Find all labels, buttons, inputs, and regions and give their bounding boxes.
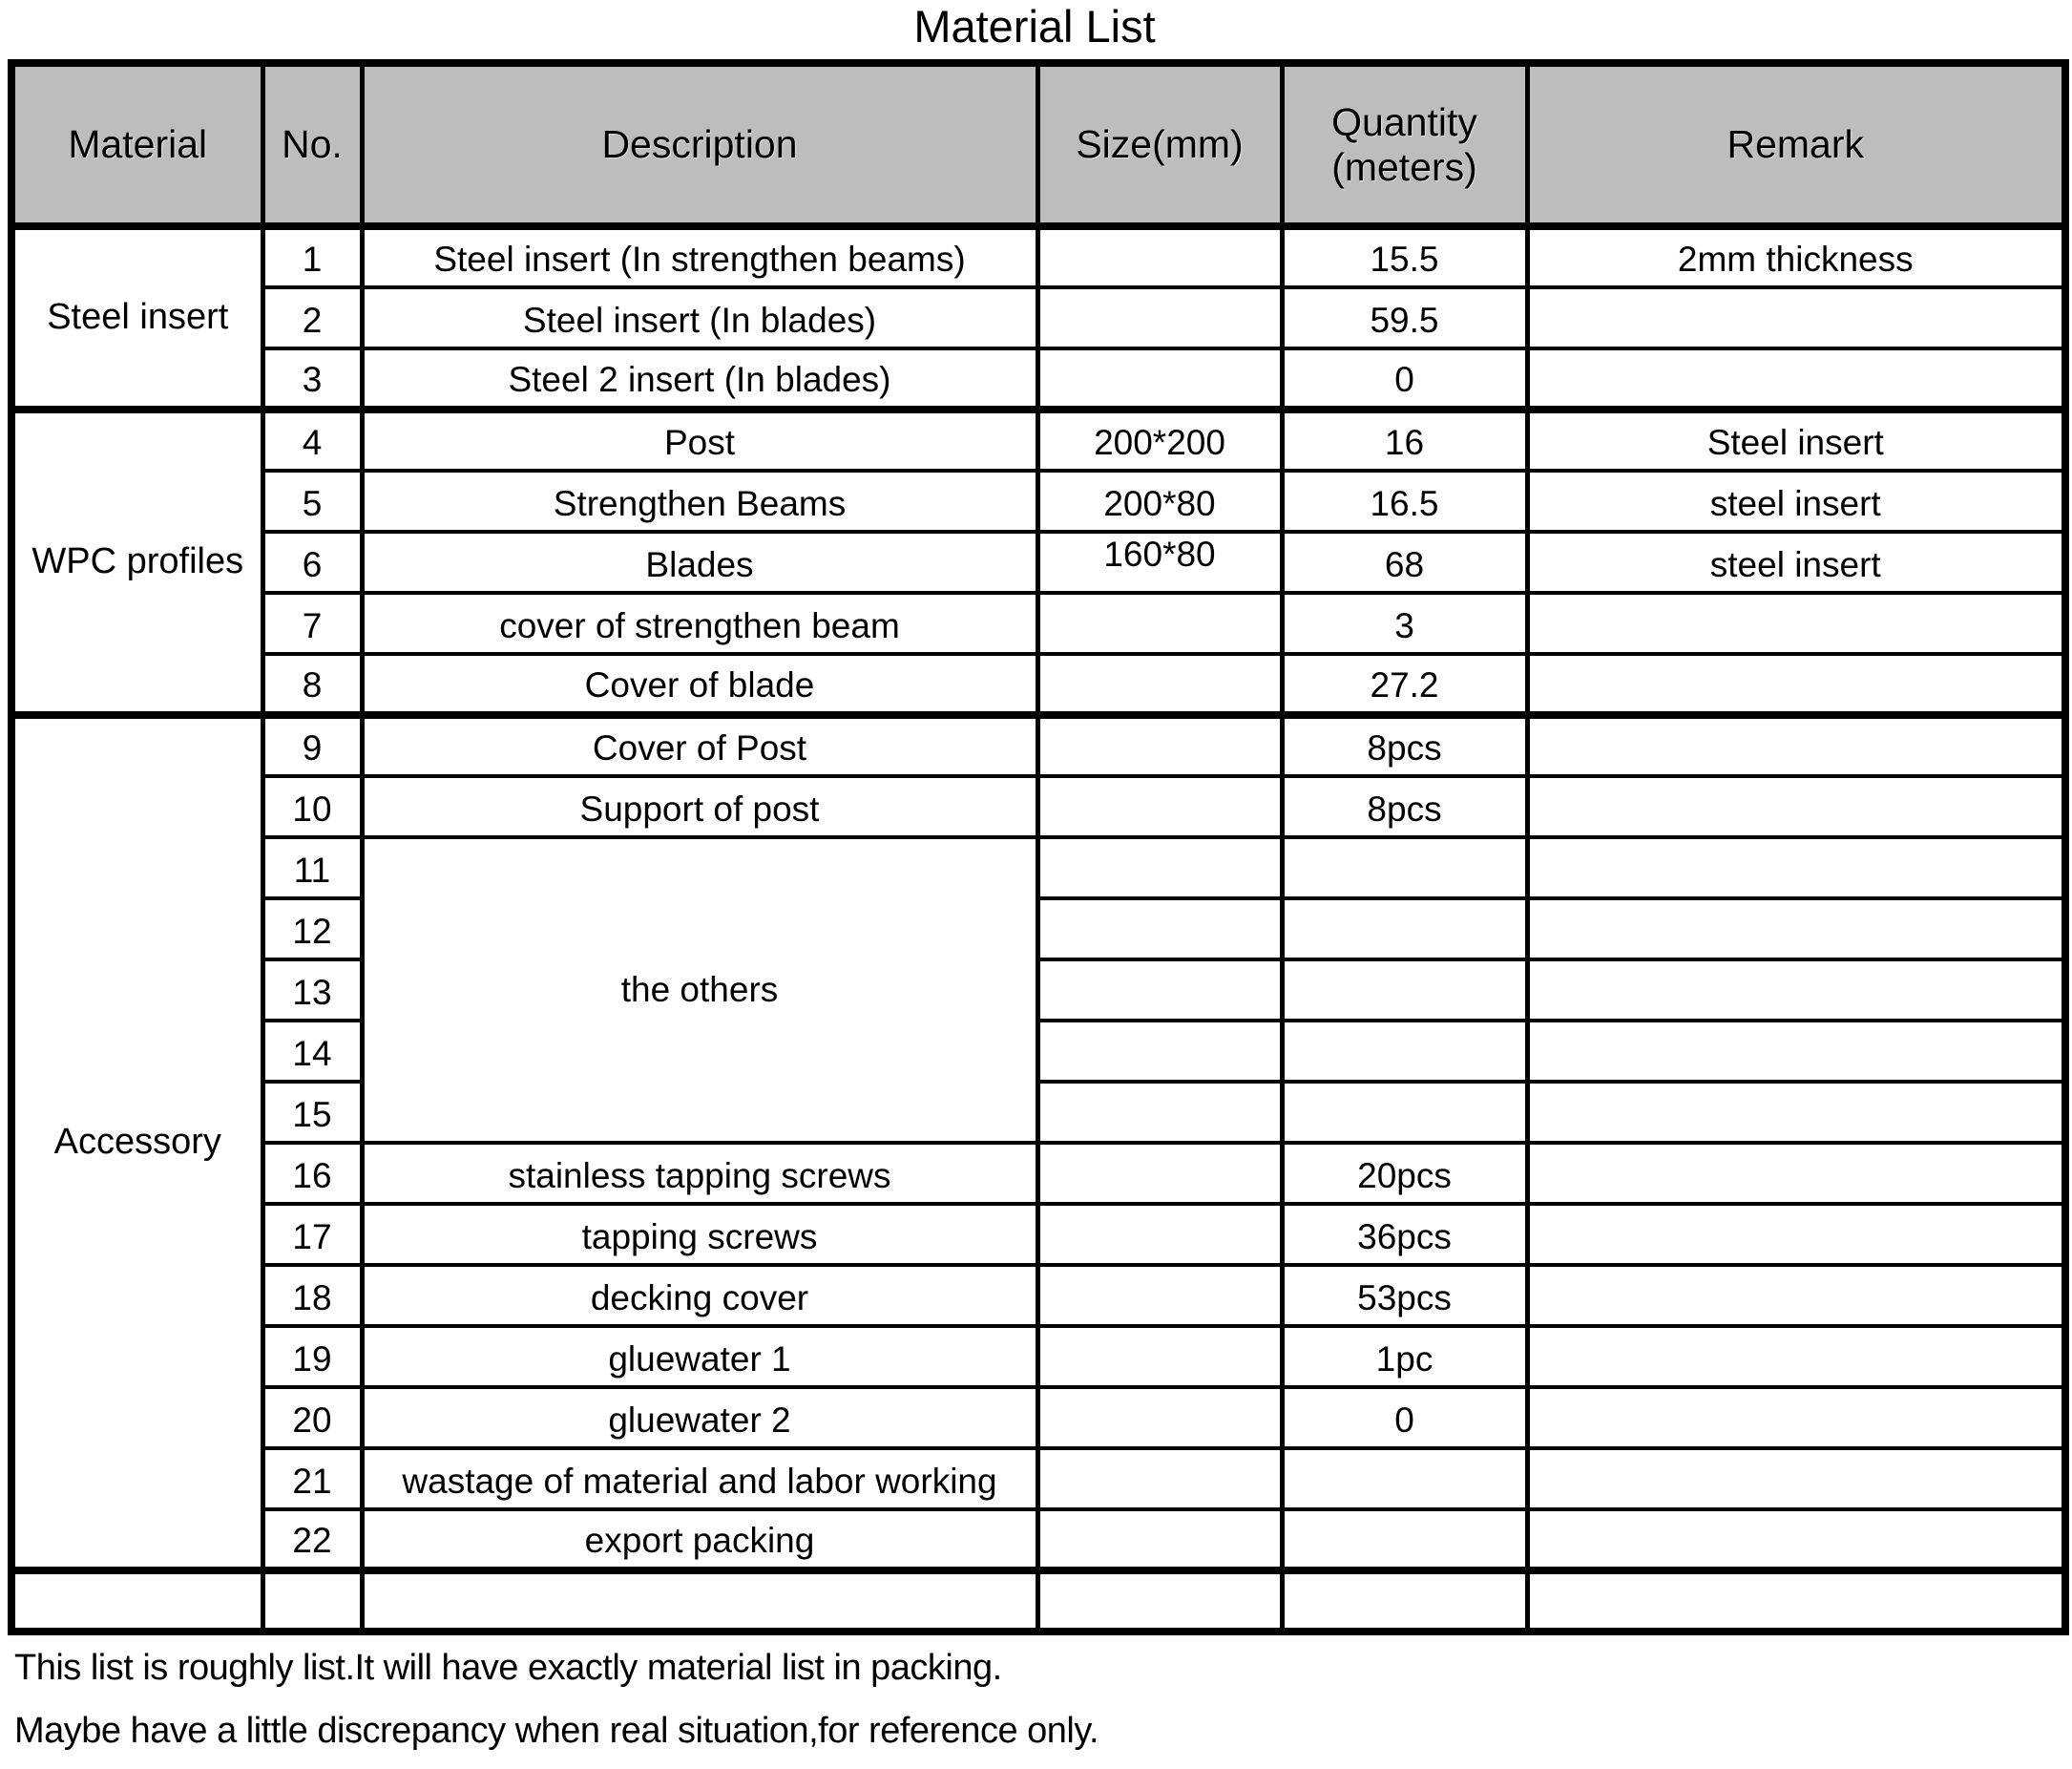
size-cell: 200*200 — [1037, 410, 1282, 471]
description-cell: Cover of Post — [362, 715, 1037, 776]
header-quantity-unit: (meters) — [1331, 144, 1477, 189]
quantity-cell: 8pcs — [1282, 776, 1527, 837]
header-remark: Remark — [1527, 63, 2065, 226]
material-cell: Accessory — [11, 715, 262, 1570]
size-cell — [1037, 1082, 1282, 1143]
quantity-cell: 68 — [1282, 532, 1527, 593]
remark-cell — [1527, 1387, 2065, 1448]
no-cell: 3 — [262, 348, 362, 410]
description-cell: Strengthen Beams — [362, 471, 1037, 532]
description-cell: Post — [362, 410, 1037, 471]
no-cell: 18 — [262, 1265, 362, 1326]
size-cell — [1037, 837, 1282, 898]
description-cell: gluewater 2 — [362, 1387, 1037, 1448]
size-cell — [1037, 1448, 1282, 1509]
no-cell: 10 — [262, 776, 362, 837]
no-cell: 15 — [262, 1082, 362, 1143]
table-row — [11, 776, 2065, 837]
size-cell — [1037, 287, 1282, 348]
table-row — [11, 1387, 2065, 1448]
quantity-cell: 0 — [1282, 348, 1527, 410]
header-quantity — [1282, 63, 1527, 226]
quantity-cell — [1282, 1082, 1527, 1143]
description-cell: Cover of blade — [362, 654, 1037, 715]
quantity-cell: 3 — [1282, 593, 1527, 654]
table-row — [11, 226, 2065, 287]
remark-cell — [1527, 959, 2065, 1021]
footer-note-1: This list is roughly list.It will have exactly material list in packing. — [14, 1648, 1002, 1688]
quantity-cell: 1pc — [1282, 1326, 1527, 1387]
table-row — [11, 532, 2065, 593]
description-cell: Steel insert (In strengthen beams) — [362, 226, 1037, 287]
header-description: Description — [362, 63, 1037, 226]
size-cell — [1037, 654, 1282, 715]
table-row — [11, 898, 2065, 959]
remark-cell — [1527, 1570, 2065, 1632]
no-cell: 8 — [262, 654, 362, 715]
remark-cell — [1527, 1021, 2065, 1082]
size-cell — [1037, 1570, 1282, 1632]
size-cell: 200*80 — [1037, 471, 1282, 532]
quantity-cell: 15.5 — [1282, 226, 1527, 287]
description-cell: Steel insert (In blades) — [362, 287, 1037, 348]
table-row — [11, 287, 2065, 348]
remark-cell — [1527, 898, 2065, 959]
description-cell: decking cover — [362, 1265, 1037, 1326]
no-cell: 20 — [262, 1387, 362, 1448]
size-cell — [1037, 593, 1282, 654]
header-quantity-label: Quantity — [1331, 99, 1477, 144]
size-cell — [1037, 1265, 1282, 1326]
header-size: Size(mm) — [1037, 63, 1282, 226]
table-row — [11, 715, 2065, 776]
quantity-cell — [1282, 898, 1527, 959]
quantity-cell: 8pcs — [1282, 715, 1527, 776]
description-cell: Steel 2 insert (In blades) — [362, 348, 1037, 410]
remark-cell — [1527, 776, 2065, 837]
table-body — [11, 226, 2065, 1632]
size-cell — [1037, 776, 1282, 837]
description-cell: stainless tapping screws — [362, 1143, 1037, 1204]
remark-cell — [1527, 1204, 2065, 1265]
size-cell — [1037, 1143, 1282, 1204]
remark-cell: steel insert — [1527, 532, 2065, 593]
table-row — [11, 410, 2065, 471]
table-row — [11, 1143, 2065, 1204]
quantity-cell — [1282, 1570, 1527, 1632]
quantity-cell: 59.5 — [1282, 287, 1527, 348]
no-cell: 4 — [262, 410, 362, 471]
no-cell: 14 — [262, 1021, 362, 1082]
table-header — [11, 63, 2065, 226]
no-cell: 7 — [262, 593, 362, 654]
quantity-cell — [1282, 1448, 1527, 1509]
no-cell: 11 — [262, 837, 362, 898]
table-row — [11, 471, 2065, 532]
material-list-table — [8, 59, 2069, 1635]
no-cell: 2 — [262, 287, 362, 348]
remark-cell — [1527, 1265, 2065, 1326]
description-cell: Blades — [362, 532, 1037, 593]
quantity-cell — [1282, 837, 1527, 898]
table-row — [11, 1326, 2065, 1387]
quantity-cell — [1282, 1509, 1527, 1570]
quantity-cell — [1282, 959, 1527, 1021]
quantity-cell: 0 — [1282, 1387, 1527, 1448]
size-cell — [1037, 1021, 1282, 1082]
table-row — [11, 348, 2065, 410]
description-cell: tapping screws — [362, 1204, 1037, 1265]
table-row — [11, 1448, 2065, 1509]
page-title: Material List — [913, 1, 1156, 52]
no-cell — [262, 1570, 362, 1632]
remark-cell — [1527, 1326, 2065, 1387]
no-cell: 9 — [262, 715, 362, 776]
no-cell: 6 — [262, 532, 362, 593]
table-row — [11, 959, 2065, 1021]
quantity-cell — [1282, 1021, 1527, 1082]
size-cell — [1037, 226, 1282, 287]
remark-cell: 2mm thickness — [1527, 226, 2065, 287]
remark-cell — [1527, 1448, 2065, 1509]
quantity-cell: 16.5 — [1282, 471, 1527, 532]
header-material: Material — [11, 63, 262, 226]
no-cell: 12 — [262, 898, 362, 959]
remark-cell — [1527, 593, 2065, 654]
remark-cell — [1527, 715, 2065, 776]
no-cell: 13 — [262, 959, 362, 1021]
no-cell: 16 — [262, 1143, 362, 1204]
remark-cell — [1527, 1509, 2065, 1570]
no-cell: 5 — [262, 471, 362, 532]
table-row — [11, 654, 2065, 715]
description-cell: gluewater 1 — [362, 1326, 1037, 1387]
size-cell — [1037, 1509, 1282, 1570]
no-cell: 22 — [262, 1509, 362, 1570]
size-cell — [1037, 959, 1282, 1021]
remark-cell — [1527, 1143, 2065, 1204]
table-row — [11, 837, 2065, 898]
header-no: No. — [262, 63, 362, 226]
remark-cell — [1527, 1082, 2065, 1143]
size-cell — [1037, 348, 1282, 410]
remark-cell: Steel insert — [1527, 410, 2065, 471]
size-cell — [1037, 1204, 1282, 1265]
table-row — [11, 1204, 2065, 1265]
quantity-cell: 53pcs — [1282, 1265, 1527, 1326]
table-row — [11, 1509, 2065, 1570]
quantity-cell: 27.2 — [1282, 654, 1527, 715]
table-row — [11, 593, 2065, 654]
remark-cell — [1527, 654, 2065, 715]
material-cell: Steel insert — [11, 226, 262, 410]
size-cell — [1037, 715, 1282, 776]
no-cell: 19 — [262, 1326, 362, 1387]
table-row — [11, 1021, 2065, 1082]
no-cell: 21 — [262, 1448, 362, 1509]
description-cell: wastage of material and labor working — [362, 1448, 1037, 1509]
quantity-cell: 36pcs — [1282, 1204, 1527, 1265]
size-cell — [1037, 1387, 1282, 1448]
footer-note-2: Maybe have a little discrepancy when real situation,for reference only. — [14, 1711, 1099, 1751]
remark-cell: steel insert — [1527, 471, 2065, 532]
remark-cell — [1527, 287, 2065, 348]
description-cell: Support of post — [362, 776, 1037, 837]
table-row — [11, 1082, 2065, 1143]
description-cell: the others — [362, 837, 1037, 1143]
description-cell: export packing — [362, 1509, 1037, 1570]
quantity-cell: 16 — [1282, 410, 1527, 471]
material-cell — [11, 1570, 262, 1632]
table-row — [11, 1265, 2065, 1326]
size-cell — [1037, 1326, 1282, 1387]
size-cell: 160*80 — [1037, 532, 1282, 593]
remark-cell — [1527, 837, 2065, 898]
quantity-cell: 20pcs — [1282, 1143, 1527, 1204]
no-cell: 17 — [262, 1204, 362, 1265]
size-cell — [1037, 898, 1282, 959]
material-cell: WPC profiles — [11, 410, 262, 715]
description-cell: cover of strengthen beam — [362, 593, 1037, 654]
table-row — [11, 1570, 2065, 1632]
description-cell — [362, 1570, 1037, 1632]
remark-cell — [1527, 348, 2065, 410]
no-cell: 1 — [262, 226, 362, 287]
